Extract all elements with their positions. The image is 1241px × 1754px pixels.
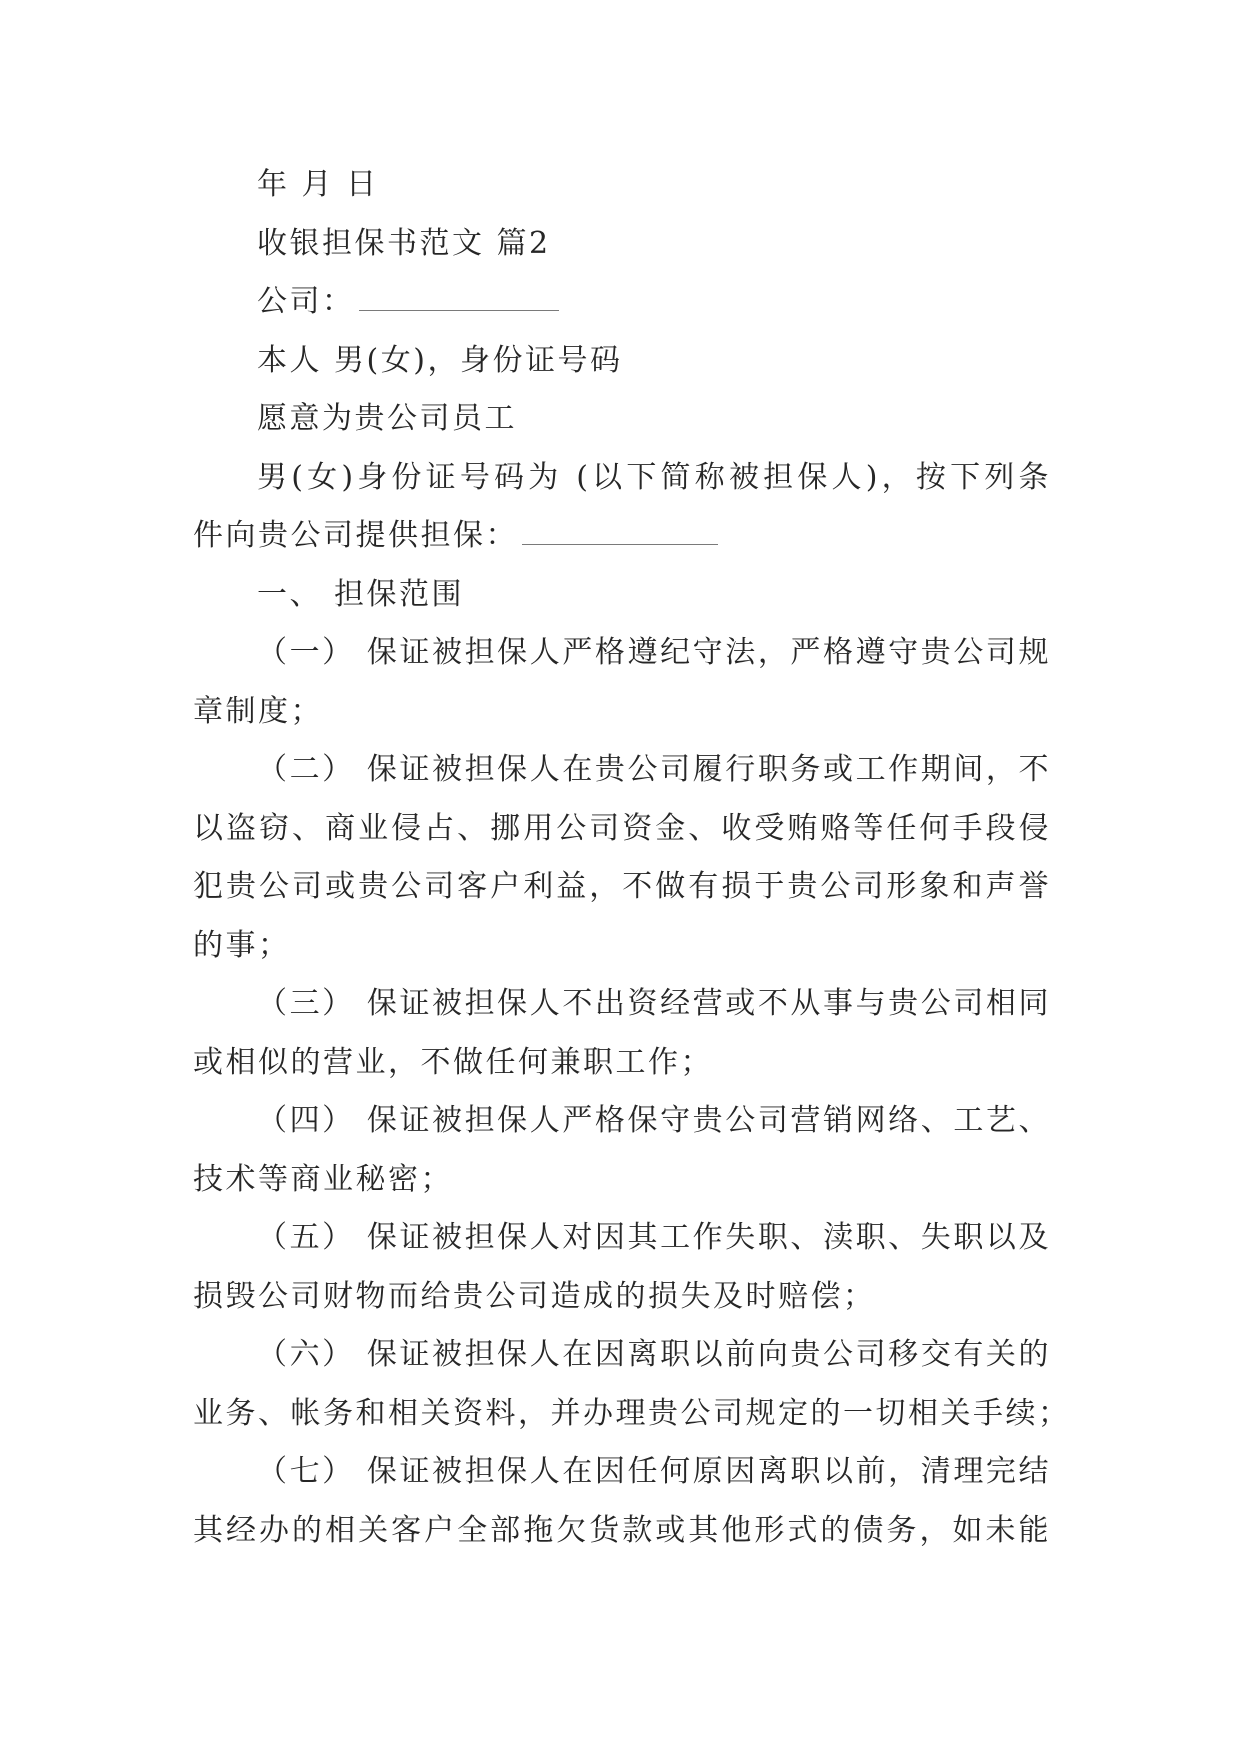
clause-paragraph [193, 624, 1051, 741]
guarantee-blank [522, 510, 718, 545]
willing-line: 愿意为贵公司员工 [257, 401, 517, 436]
clause-line: 以盗窃、商业侵占、挪用公司资金、收受贿赂等任何手段侵 [193, 810, 1051, 846]
clause-paragraph [193, 1092, 1051, 1209]
clause-line: （五） 保证被担保人对因其工作失职、渎职、失职以及 [257, 1220, 1051, 1255]
company-label: 公司： [257, 284, 355, 319]
clause-line: （六） 保证被担保人在因离职以前向贵公司移交有关的 [257, 1337, 1051, 1372]
company-blank [359, 276, 559, 311]
section-title: 收银担保书范文 篇2 [257, 225, 551, 261]
self-line: 本人 男(女)，身份证号码 [257, 342, 623, 378]
company-line [193, 273, 1051, 332]
guarantee-line-2 [193, 507, 1051, 566]
clause-line: 技术等商业秘密； [193, 1161, 453, 1197]
clause-line: （三） 保证被担保人不出资经营或不从事与贵公司相同 [257, 986, 1051, 1021]
clause-line: （四） 保证被担保人严格保守贵公司营销网络、工艺、 [257, 1103, 1051, 1138]
clause-line: 或相似的营业，不做任何兼职工作； [193, 1044, 713, 1080]
clause-line: （七） 保证被担保人在因任何原因离职以前，清理完结 [257, 1454, 1051, 1489]
guarantee-line-1: 男(女)身份证号码为 (以下简称被担保人)，按下列条 [257, 459, 1051, 495]
clause-line: 业务、帐务和相关资料，并办理贵公司规定的一切相关手续； [193, 1395, 1071, 1431]
scope-heading: 一、 担保范围 [257, 576, 465, 612]
date-line: 年 月 日 [257, 167, 379, 202]
clause-line: 章制度； [193, 693, 323, 729]
clause-paragraph [193, 975, 1051, 1092]
document-body [193, 156, 1071, 1560]
clause-line: 的事； [193, 927, 291, 963]
clause-line: （二） 保证被担保人在贵公司履行职务或工作期间，不 [257, 752, 1051, 787]
clause-line: 损毁公司财物而给贵公司造成的损失及时赔偿； [193, 1278, 876, 1314]
clause-line: （一） 保证被担保人严格遵纪守法，严格遵守贵公司规 [257, 635, 1051, 670]
clause-paragraph [193, 1443, 1051, 1560]
guarantee-line-2-text: 件向贵公司提供担保： [193, 518, 518, 553]
clause-paragraph [193, 741, 1051, 975]
clause-paragraph [193, 1326, 1071, 1443]
clause-line: 犯贵公司或贵公司客户利益，不做有损于贵公司形象和声誉 [193, 869, 1051, 904]
clause-list [193, 624, 1071, 1560]
clause-paragraph [193, 1209, 1051, 1326]
clause-line: 其经办的相关客户全部拖欠货款或其他形式的债务，如未能 [193, 1512, 1051, 1548]
